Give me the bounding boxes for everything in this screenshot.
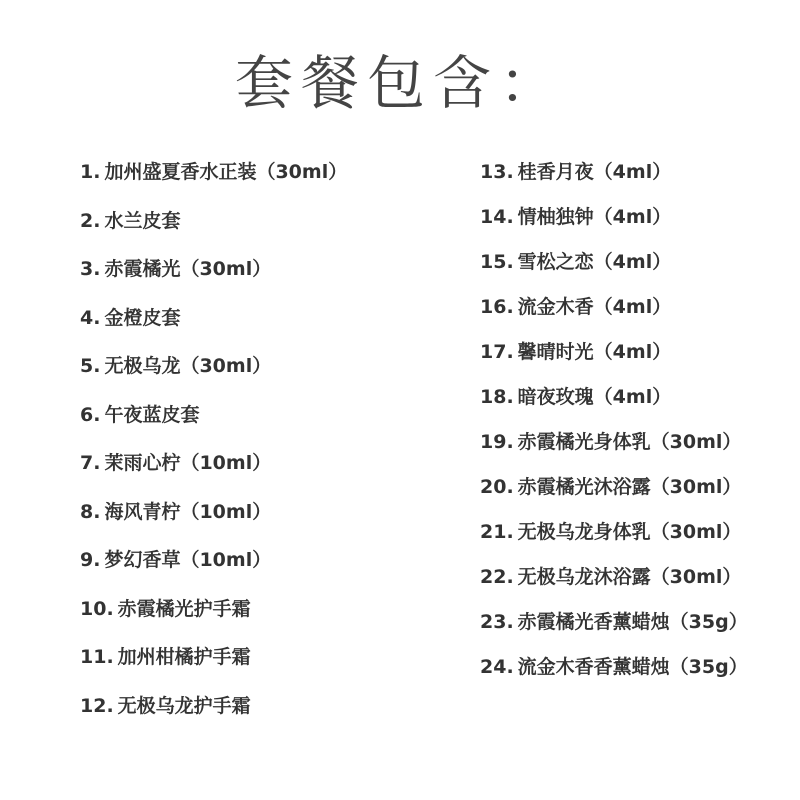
list-item xyxy=(480,152,748,197)
item-number: 8. xyxy=(80,500,101,523)
list-item xyxy=(80,637,347,686)
item-number: 10. xyxy=(80,597,114,620)
list-item xyxy=(80,152,347,201)
list-item xyxy=(480,377,748,422)
item-number: 4. xyxy=(80,306,101,329)
item-text: 水兰皮套 xyxy=(104,209,181,232)
list-item xyxy=(480,332,748,377)
item-text: 赤霞橘光沐浴露（30ml） xyxy=(517,476,742,498)
list-item xyxy=(480,242,748,287)
item-text: 情柚独钟（4ml） xyxy=(517,206,672,228)
list-item xyxy=(80,346,347,395)
item-text: 赤霞橘光护手霜 xyxy=(117,597,251,620)
list-item xyxy=(480,467,748,512)
item-number: 15. xyxy=(480,251,514,273)
list-item xyxy=(80,443,347,492)
item-number: 2. xyxy=(80,209,101,232)
list-item xyxy=(480,512,748,557)
item-number: 13. xyxy=(480,161,514,183)
item-text: 梦幻香草（10ml） xyxy=(104,549,272,571)
list-item xyxy=(80,395,347,444)
item-text: 无极乌龙护手霜 xyxy=(117,694,251,717)
list-item xyxy=(480,602,748,647)
item-number: 21. xyxy=(480,521,514,543)
list-item xyxy=(480,647,748,692)
item-number: 23. xyxy=(480,611,514,633)
item-text: 加州柑橘护手霜 xyxy=(117,646,251,668)
item-text: 海风青柠（10ml） xyxy=(104,500,272,523)
item-text: 桂香月夜（4ml） xyxy=(517,161,672,183)
item-number: 9. xyxy=(80,549,101,571)
item-list-right xyxy=(480,152,748,692)
item-number: 14. xyxy=(480,206,514,228)
item-number: 17. xyxy=(480,341,514,363)
item-number: 11. xyxy=(80,646,114,668)
item-number: 19. xyxy=(480,431,514,453)
list-item xyxy=(480,287,748,332)
item-number: 22. xyxy=(480,566,514,588)
page-title: 套餐包含： xyxy=(234,49,565,117)
list-item xyxy=(480,422,748,467)
item-text: 流金木香香薰蜡烛（35g） xyxy=(517,656,748,678)
item-number: 18. xyxy=(480,386,514,408)
item-list-left xyxy=(80,152,347,734)
item-text: 加州盛夏香水正装（30ml） xyxy=(104,161,348,183)
item-text: 馨晴时光（4ml） xyxy=(517,341,672,363)
list-item xyxy=(80,298,347,347)
list-item xyxy=(80,249,347,298)
item-number: 24. xyxy=(480,656,514,678)
item-number: 16. xyxy=(480,296,514,318)
item-text: 无极乌龙身体乳（30ml） xyxy=(517,521,742,543)
list-item xyxy=(80,686,347,735)
item-text: 暗夜玫瑰（4ml） xyxy=(517,386,672,408)
item-number: 7. xyxy=(80,452,101,474)
item-number: 12. xyxy=(80,694,114,717)
item-text: 赤霞橘光身体乳（30ml） xyxy=(517,431,742,453)
item-text: 金橙皮套 xyxy=(104,306,181,329)
item-number: 3. xyxy=(80,258,101,280)
item-text: 茉雨心柠（10ml） xyxy=(104,452,272,474)
list-item xyxy=(80,589,347,638)
item-number: 6. xyxy=(80,403,101,426)
item-text: 雪松之恋（4ml） xyxy=(517,251,672,273)
item-text: 午夜蓝皮套 xyxy=(104,403,200,426)
item-number: 5. xyxy=(80,355,101,377)
item-text: 赤霞橘光（30ml） xyxy=(104,258,272,280)
item-number: 20. xyxy=(480,476,514,498)
list-item xyxy=(80,492,347,541)
list-item xyxy=(80,201,347,250)
item-text: 流金木香（4ml） xyxy=(517,296,672,318)
item-text: 赤霞橘光香薰蜡烛（35g） xyxy=(517,611,748,633)
list-item xyxy=(480,197,748,242)
item-text: 无极乌龙沐浴露（30ml） xyxy=(517,566,742,588)
list-item xyxy=(480,557,748,602)
item-number: 1. xyxy=(80,161,101,183)
item-text: 无极乌龙（30ml） xyxy=(104,355,272,377)
list-item xyxy=(80,540,347,589)
